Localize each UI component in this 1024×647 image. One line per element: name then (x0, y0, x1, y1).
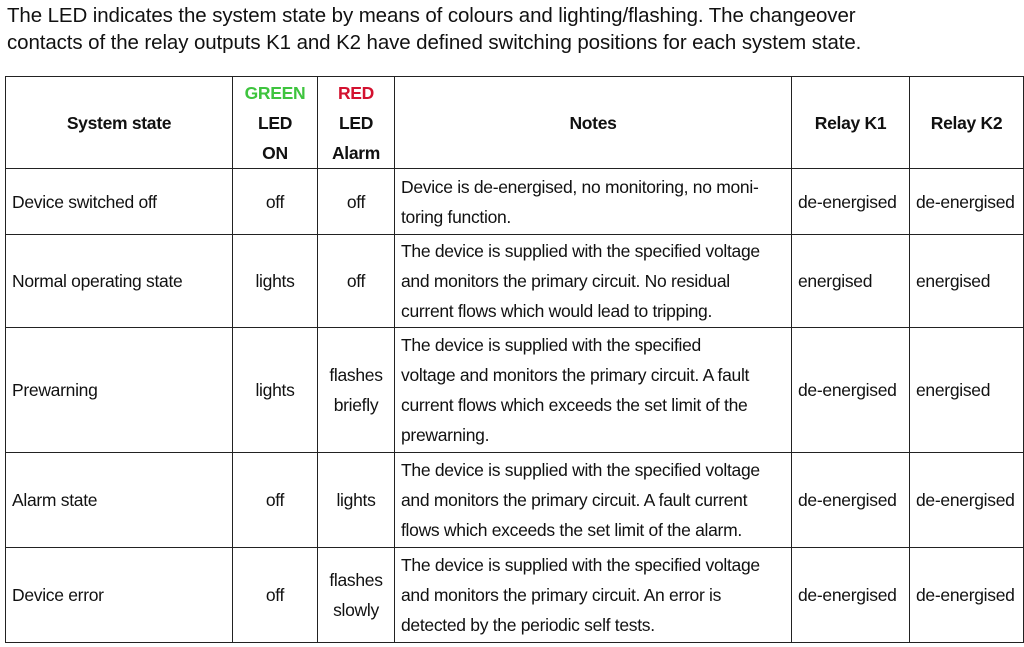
notes-line: detected by the periodic self tests. (401, 615, 655, 635)
cell-relay-k2: de-energised (910, 548, 1024, 643)
cell-relay-k1: de-energised (792, 169, 910, 235)
notes-line: prewarning. (401, 425, 490, 445)
table-row (6, 235, 1024, 328)
cell-notes (395, 169, 792, 235)
cell-system-state: Normal operating state (6, 235, 233, 328)
cell-system-state: Device error (6, 548, 233, 643)
notes-line: and monitors the primary circuit. No residual (401, 271, 730, 291)
header-green-on-label: ON (262, 142, 288, 163)
header-green-led (233, 77, 318, 169)
notes-line: current flows which would lead to tripping. (401, 301, 713, 321)
notes-line: flows which exceeds the set limit of the alarm. (401, 520, 742, 540)
header-red-led (318, 77, 395, 169)
header-notes: Notes (395, 77, 792, 169)
notes-line: The device is supplied with the specified voltage (401, 555, 760, 575)
table-row (6, 548, 1024, 643)
cell-red-led-line: slowly (333, 600, 379, 620)
table-row (6, 453, 1024, 548)
header-relay-k2: Relay K2 (910, 77, 1024, 169)
notes-line: The device is supplied with the specified (401, 335, 701, 355)
cell-red-led-line: off (346, 191, 366, 212)
cell-red-led-line: flashes (329, 365, 383, 385)
cell-red-led (318, 328, 395, 453)
cell-red-led-line: off (346, 271, 366, 291)
notes-line: Device is de-energised, no monitoring, no moni- (401, 176, 759, 197)
cell-red-led (318, 169, 395, 235)
header-row (6, 77, 1024, 169)
cell-red-led-line: briefly (333, 395, 379, 415)
cell-system-state: Device switched off (6, 169, 233, 235)
header-red-label: RED (337, 82, 375, 103)
cell-red-led (318, 453, 395, 548)
header-system-state: System state (6, 77, 233, 169)
notes-line: and monitors the primary circuit. An error is (401, 585, 722, 605)
cell-relay-k2: de-energised (910, 453, 1024, 548)
cell-red-led-line: lights (336, 490, 376, 510)
cell-green-led: lights (233, 235, 318, 328)
notes-line: The device is supplied with the specified voltage (401, 460, 760, 480)
header-red-alarm-label: Alarm (331, 142, 381, 163)
cell-red-led-line: flashes (329, 570, 383, 590)
cell-green-led: off (233, 169, 318, 235)
cell-green-led: lights (233, 328, 318, 453)
header-green-led-label: LED (257, 112, 293, 133)
cell-relay-k1: energised (792, 235, 910, 328)
table-row (6, 328, 1024, 453)
intro-paragraph (7, 2, 1017, 56)
cell-relay-k2: energised (910, 235, 1024, 328)
system-state-table (5, 76, 1024, 643)
cell-relay-k1: de-energised (792, 328, 910, 453)
cell-system-state: Prewarning (6, 328, 233, 453)
notes-line: current flows which exceeds the set limit of the (401, 395, 748, 415)
cell-notes (395, 453, 792, 548)
header-relay-k1: Relay K1 (792, 77, 910, 169)
cell-green-led: off (233, 548, 318, 643)
cell-relay-k1: de-energised (792, 453, 910, 548)
notes-line: The device is supplied with the specified voltage (401, 241, 760, 261)
cell-relay-k1: de-energised (792, 548, 910, 643)
notes-line: voltage and monitors the primary circuit. A fault (401, 365, 750, 385)
table-row (6, 169, 1024, 235)
cell-red-led (318, 235, 395, 328)
notes-line: toring function. (401, 206, 511, 227)
header-green-label: GREEN (244, 82, 306, 103)
cell-notes (395, 235, 792, 328)
cell-relay-k2: energised (910, 328, 1024, 453)
header-red-led-label: LED (338, 112, 374, 133)
cell-relay-k2: de-energised (910, 169, 1024, 235)
cell-system-state: Alarm state (6, 453, 233, 548)
intro-line-1: The LED indicates the system state by means of colours and lighting/flashing. The changeover (7, 4, 856, 27)
cell-notes (395, 328, 792, 453)
cell-red-led (318, 548, 395, 643)
notes-line: and monitors the primary circuit. A fault current (401, 490, 748, 510)
cell-green-led: off (233, 453, 318, 548)
intro-line-2: contacts of the relay outputs K1 and K2 have defined switching positions for each system state. (7, 31, 862, 54)
cell-notes (395, 548, 792, 643)
